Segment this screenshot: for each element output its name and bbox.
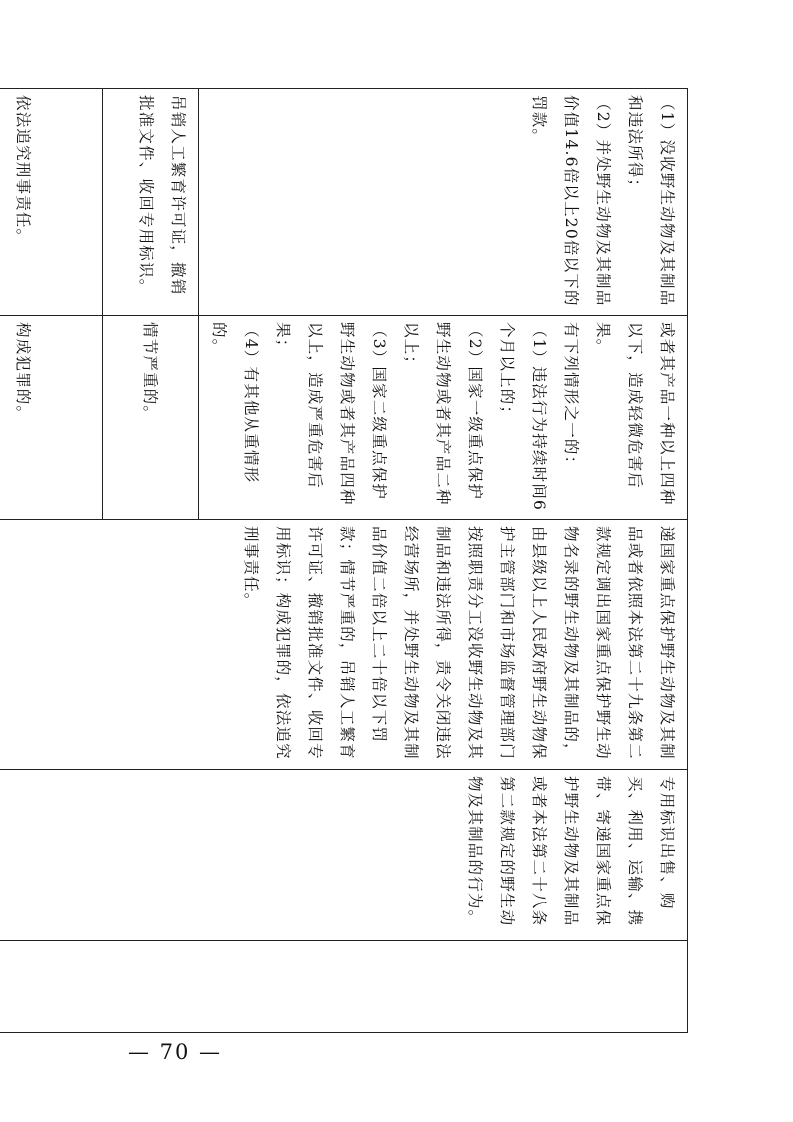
penalty-cell: （1）没收野生动物及其制品和违法所得； （2）并处野生动物及其制品价值14.6倍以上20倍以下的罚款。 (199, 89, 688, 316)
table-row (525, 89, 688, 1033)
legal-basis-cell: 递国家重点保护野生动物及其制品或者依照本法第二十九条第二款规定调出国家重点保护野生动物名录的野生动物及其制品的，由县级以上人民政府野生动物保护主管部门和市场监督管理部门按照职责分工没收野生动物及其制品和违法所得，责令关闭违法经营场所，并处野生动物及其制品价值二倍以上二十倍以下罚款；情节严重的，吊销人工繁育许可证、撤销批准文件、收回专用标识；构成犯罪的，依法追究刑事责任。 (0, 520, 688, 770)
penalty-cell: 依法追究刑事责任。 (0, 89, 103, 316)
behavior-cell: 专用标识出售、购买、利用、运输、携带、寄递国家重点保护野生动物及其制品或者本法第二十八条第二款规定的野生动物及其制品的行为。 (0, 770, 688, 941)
landscape-table-frame (14, 88, 688, 1032)
penalty-cell: 吊销人工繁育许可证，撤销批准文件、收回专用标识。 (103, 89, 199, 316)
rotated-page-content (14, 88, 688, 1032)
circumstance-cell: 或者其产品一种以上四种以下，造成轻微危害后果。 有下列情形之一的： （1）违法行为持续时间6个月以上的； （2）国家一级重点保护野生动物或者其产品二种以上； （3）国家二级重点保护野生动物或者其产品四种以上，造成严重危害后果； （4）有其他从重情形的。 (199, 316, 688, 520)
circumstance-cell: 情节严重的。 (103, 316, 199, 520)
page-number: — 70 — (127, 1040, 223, 1064)
row-number-cell (0, 941, 688, 1033)
penalty-standard-table (0, 88, 688, 1033)
circumstance-cell: 构成犯罪的。 (0, 316, 103, 520)
